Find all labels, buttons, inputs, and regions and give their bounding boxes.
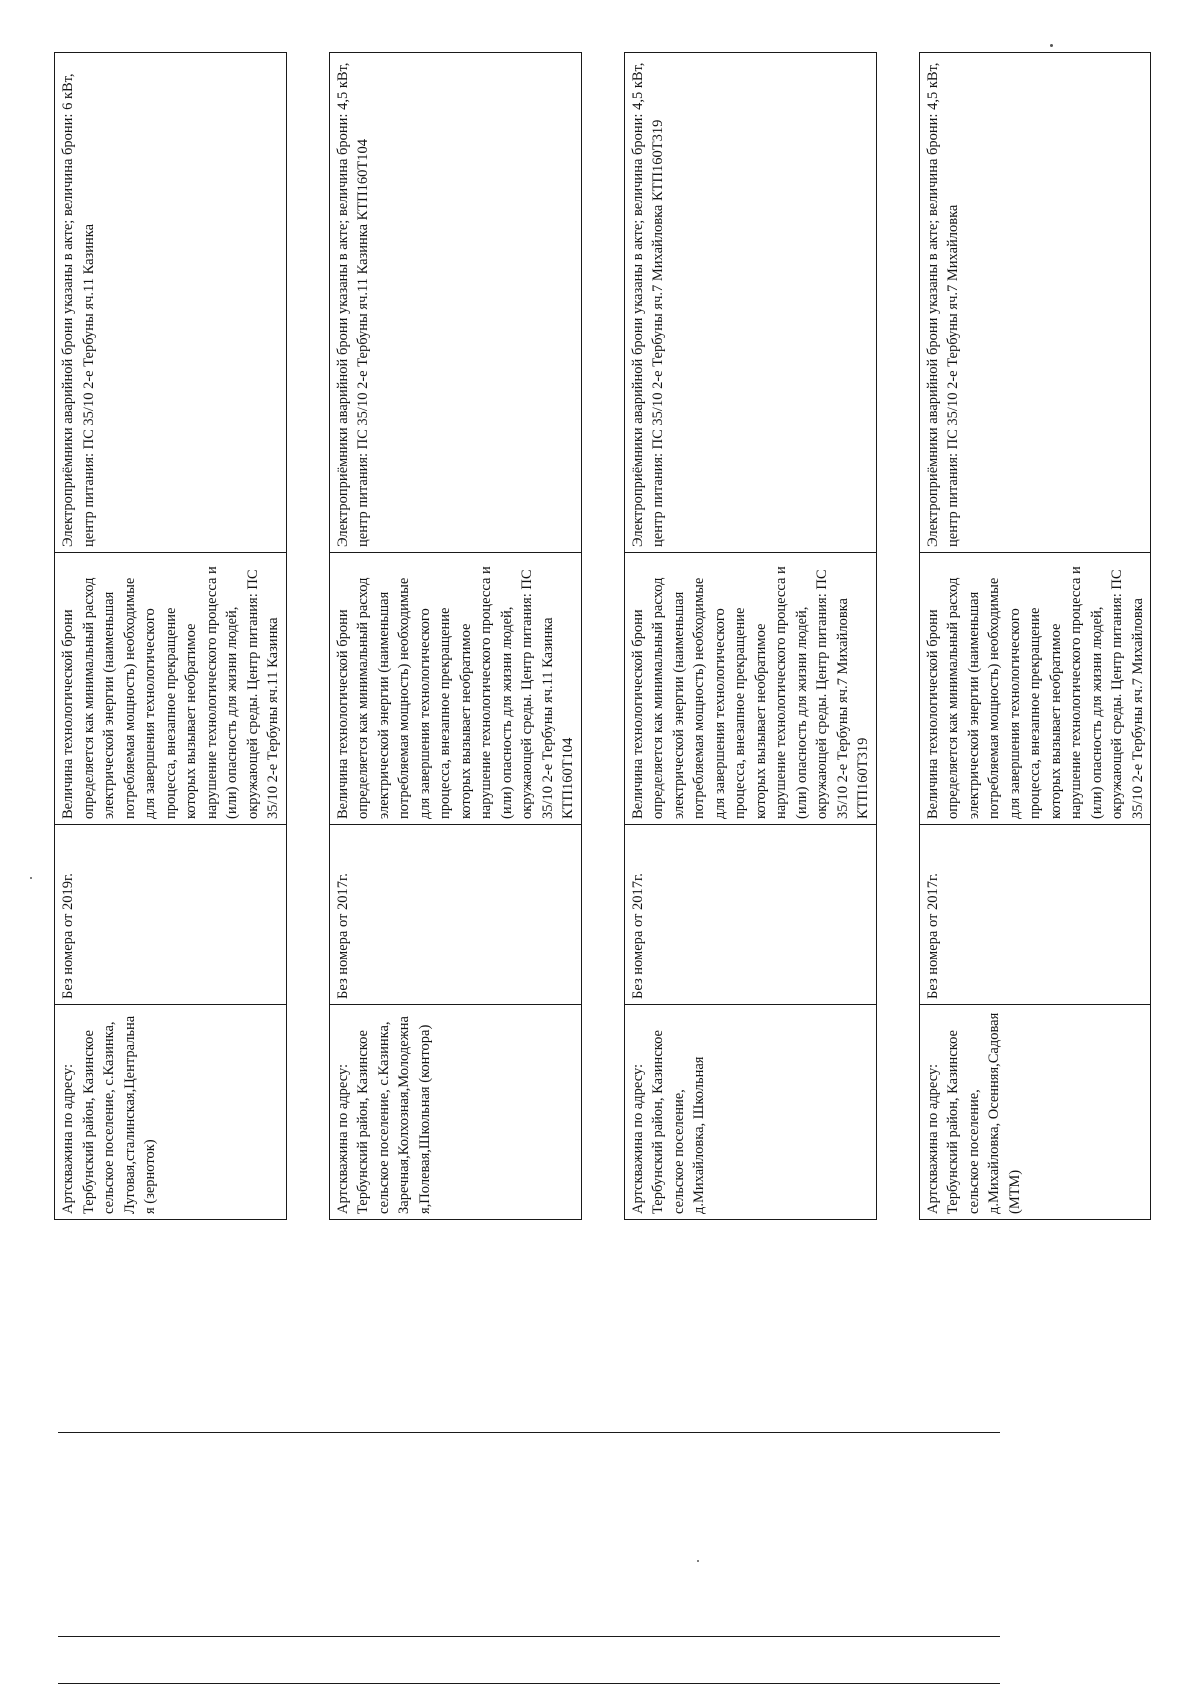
object-address-cell: Артскважина по адресу: Тербунский район, Казинское сельское поселение, с.Казинка, Луговая,сталинская,Центральная (зерноток) [55,1005,287,1220]
emergency-reserve-cell: Электроприёмники аварийной брони указаны в акте; величина брони: 6 кВт, центр питания: ПС 35/10 2-е Тербуны яч.11 Казинка [55,53,287,553]
technological-reserve-cell: Величина технологической брони определяется как минимальный расход электрической энергии (наименьшая потребляемая мощность) необходимые для завершения технологического процесса, внезапное прекращение которых вызывает необратимое нарушение технологического процесса и (или) опасность для жизни людей, окружающей среды. Центр питания: ПС 35/10 2-е Тербуны яч.11 Казинка КТП160Т104 [329,553,581,825]
table-gap [581,53,624,1220]
scan-speck [697,1560,699,1562]
object-address-cell: Артскважина по адресу: Тербунский район, Казинское сельское поселение, с.Казинка, Заречная,Колхозная,Молодежная,Полевая,Школьная (контора) [329,1005,581,1220]
table-row [919,53,1151,1220]
object-address-cell: Артскважина по адресу: Тербунский район, Казинское сельское поселение, д.Михайловка, Осенняя,Садовая (МТМ) [919,1005,1151,1220]
rotated-table-wrapper [54,53,1146,1220]
technological-reserve-cell: Величина технологической брони определяется как минимальный расход электрической энергии (наименьшая потребляемая мощность) необходимые для завершения технологического процесса, внезапное прекращение которых вызывает необратимое нарушение технологического процесса и (или) опасность для жизни людей, окружающей среды. Центр питания: ПС 35/10 2-е Тербуны яч.11 Казинка [55,553,287,825]
divider-line [58,1636,1000,1637]
table-row [55,53,287,1220]
object-address-cell: Артскважина по адресу: Тербунский район, Казинское сельское поселение, д.Михайловка, Школьная [624,1005,876,1220]
reserve-table [54,52,1151,1220]
document-cell: Без номера от 2017г. [624,825,876,1005]
scan-speck [30,877,32,879]
document-cell: Без номера от 2017г. [329,825,581,1005]
technological-reserve-cell: Величина технологической брони определяется как минимальный расход электрической энергии (наименьшая потребляемая мощность) необходимые для завершения технологического процесса, внезапное прекращение которых вызывает необратимое нарушение технологического процесса и (или) опасность для жизни людей, окружающей среды. Центр питания: ПС 35/10 2-е Тербуны яч.7 Михайловка [919,553,1151,825]
emergency-reserve-cell: Электроприёмники аварийной брони указаны в акте; величина брони: 4,5 кВт, центр питания: ПС 35/10 2-е Тербуны яч.7 Михайловка [919,53,1151,553]
table-gap [876,53,919,1220]
emergency-reserve-cell: Электроприёмники аварийной брони указаны в акте; величина брони: 4,5 кВт, центр питания: ПС 35/10 2-е Тербуны яч.7 Михайловка КТП160Т319 [624,53,876,553]
table-row [624,53,876,1220]
divider-line [58,1683,1000,1684]
document-cell: Без номера от 2019г. [55,825,287,1005]
table-gap [286,53,329,1220]
table-row [329,53,581,1220]
divider-line [58,1432,1000,1433]
emergency-reserve-cell: Электроприёмники аварийной брони указаны в акте; величина брони: 4,5 кВт, центр питания: ПС 35/10 2-е Тербуны яч.11 Казинка КТП160Т104 [329,53,581,553]
scan-speck [1050,44,1053,47]
document-cell: Без номера от 2017г. [919,825,1151,1005]
technological-reserve-cell: Величина технологической брони определяется как минимальный расход электрической энергии (наименьшая потребляемая мощность) необходимые для завершения технологического процесса, внезапное прекращение которых вызывает необратимое нарушение технологического процесса и (или) опасность для жизни людей, окружающей среды. Центр питания: ПС 35/10 2-е Тербуны яч.7 Михайловка КТП160Т319 [624,553,876,825]
